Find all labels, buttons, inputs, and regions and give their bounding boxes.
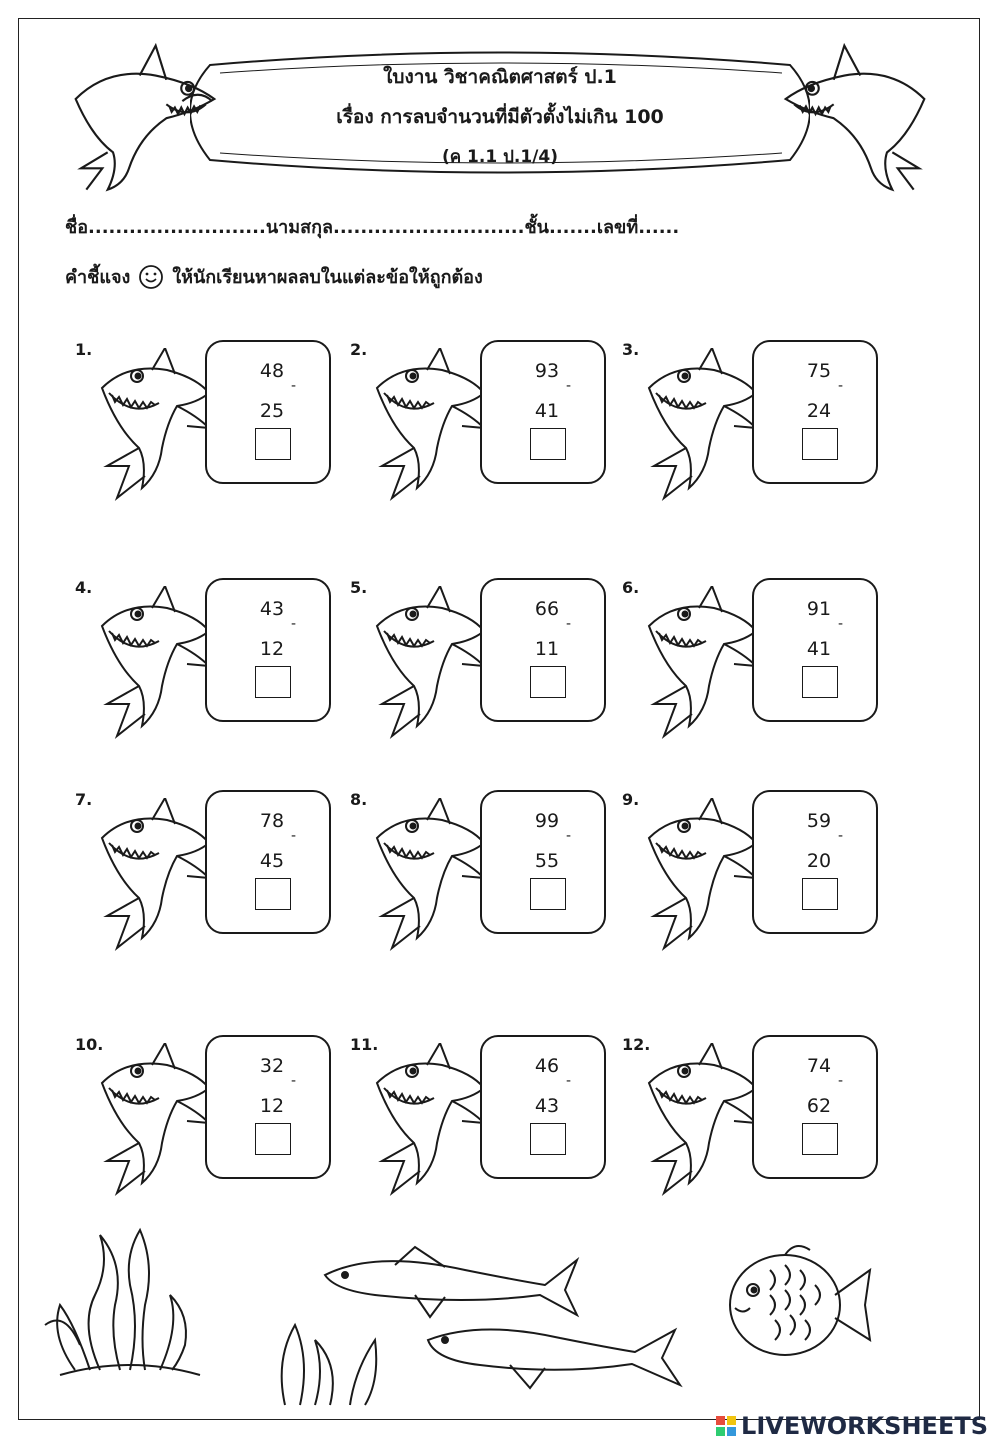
answer-input-box[interactable] (530, 666, 566, 698)
liveworksheets-watermark[interactable] (715, 1412, 988, 1440)
problem-item (350, 1035, 620, 1215)
fish-icon (315, 1245, 585, 1329)
worksheet-title: ใบงาน วิชาคณิตศาสตร์ ป.1 (383, 66, 617, 88)
subtraction-card (480, 790, 606, 934)
problem-item (622, 578, 892, 758)
subtrahend: 11 (534, 638, 560, 660)
subtrahend: 41 (534, 400, 560, 422)
problem-item (75, 1035, 345, 1215)
minuend: 66 (534, 598, 560, 620)
minus-sign: - (838, 1073, 844, 1089)
subtrahend: 55 (534, 850, 560, 872)
subtraction-card (752, 790, 878, 934)
subtrahend: 45 (259, 850, 285, 872)
shark-icon (644, 586, 764, 745)
minus-sign: - (838, 378, 844, 394)
minus-sign: - (291, 1073, 297, 1089)
minuend: 59 (806, 810, 832, 832)
smiley-icon (138, 264, 164, 290)
shark-icon (60, 35, 230, 199)
problem-item (75, 790, 345, 970)
subtrahend: 43 (534, 1095, 560, 1117)
subtraction-card (205, 578, 331, 722)
liveworksheets-logo-icon (715, 1415, 737, 1437)
problem-number: 4. (75, 578, 93, 597)
seaweed-icon (40, 1225, 220, 1389)
problem-number: 7. (75, 790, 93, 809)
problem-item (350, 340, 620, 520)
problem-item (622, 340, 892, 520)
problem-number: 1. (75, 340, 93, 359)
shark-icon (372, 798, 492, 957)
answer-input-box[interactable] (255, 428, 291, 460)
answer-input-box[interactable] (802, 666, 838, 698)
answer-input-box[interactable] (255, 878, 291, 910)
subtrahend: 25 (259, 400, 285, 422)
shark-icon (770, 35, 940, 199)
shark-icon (372, 1043, 492, 1202)
minuend: 91 (806, 598, 832, 620)
problem-number: 2. (350, 340, 368, 359)
fish-icon (725, 1240, 875, 1374)
minus-sign: - (566, 828, 572, 844)
minuend: 48 (259, 360, 285, 382)
minus-sign: - (838, 828, 844, 844)
subtraction-card (205, 340, 331, 484)
problem-number: 3. (622, 340, 640, 359)
minus-sign: - (291, 378, 297, 394)
subtrahend: 24 (806, 400, 832, 422)
instruction-line (65, 262, 935, 291)
shark-icon (97, 586, 217, 745)
problem-number: 5. (350, 578, 368, 597)
minus-sign: - (291, 616, 297, 632)
minuend: 93 (534, 360, 560, 382)
minus-sign: - (838, 616, 844, 632)
subtrahend: 12 (259, 1095, 285, 1117)
answer-input-box[interactable] (802, 878, 838, 910)
answer-input-box[interactable] (802, 1123, 838, 1155)
problem-item (622, 1035, 892, 1215)
answer-input-box[interactable] (255, 1123, 291, 1155)
answer-input-box[interactable] (530, 1123, 566, 1155)
subtraction-card (480, 340, 606, 484)
shark-icon (97, 348, 217, 507)
worksheet-subject: เรื่อง การลบจำนวนที่มีตัวตั้งไม่เกิน 100 (336, 106, 664, 128)
shark-icon (97, 798, 217, 957)
subtraction-card (752, 340, 878, 484)
subtrahend: 41 (806, 638, 832, 660)
subtraction-card (205, 1035, 331, 1179)
instruction-text: ให้นักเรียนหาผลลบในแต่ละข้อให้ถูกต้อง (172, 267, 483, 288)
subtrahend: 62 (806, 1095, 832, 1117)
answer-input-box[interactable] (530, 428, 566, 460)
answer-input-box[interactable] (530, 878, 566, 910)
instruction-label: คำชี้แจง (65, 267, 131, 288)
problem-number: 10. (75, 1035, 104, 1054)
header-banner (190, 45, 810, 180)
problem-number: 6. (622, 578, 640, 597)
answer-input-box[interactable] (255, 666, 291, 698)
shark-icon (644, 1043, 764, 1202)
shark-icon (372, 348, 492, 507)
problem-number: 8. (350, 790, 368, 809)
problem-number: 11. (350, 1035, 379, 1054)
subtrahend: 20 (806, 850, 832, 872)
shark-icon (97, 1043, 217, 1202)
problem-number: 9. (622, 790, 640, 809)
minuend: 75 (806, 360, 832, 382)
subtrahend: 12 (259, 638, 285, 660)
problem-item (350, 578, 620, 758)
minuend: 78 (259, 810, 285, 832)
shark-icon (644, 348, 764, 507)
student-info-line[interactable]: ชื่อ..........................นามสกุล............................ชั้น.......เลขที่...... (65, 217, 680, 238)
answer-input-box[interactable] (802, 428, 838, 460)
shark-icon (644, 798, 764, 957)
minuend: 43 (259, 598, 285, 620)
subtraction-card (752, 1035, 878, 1179)
fish-icon (420, 1320, 690, 1399)
minus-sign: - (566, 378, 572, 394)
shark-icon (372, 586, 492, 745)
minus-sign: - (566, 1073, 572, 1089)
minuend: 74 (806, 1055, 832, 1077)
problem-item (350, 790, 620, 970)
problem-item (75, 578, 345, 758)
problem-number: 12. (622, 1035, 651, 1054)
subtraction-card (480, 578, 606, 722)
problem-item (622, 790, 892, 970)
subtraction-card (205, 790, 331, 934)
subtraction-card (752, 578, 878, 722)
worksheet-standard: (ค 1.1 ป.1/4) (442, 147, 558, 167)
minuend: 32 (259, 1055, 285, 1077)
minus-sign: - (566, 616, 572, 632)
minus-sign: - (291, 828, 297, 844)
subtraction-card (480, 1035, 606, 1179)
problem-item (75, 340, 345, 520)
minuend: 99 (534, 810, 560, 832)
watermark-text: LIVEWORKSHEETS (741, 1412, 988, 1440)
minuend: 46 (534, 1055, 560, 1077)
